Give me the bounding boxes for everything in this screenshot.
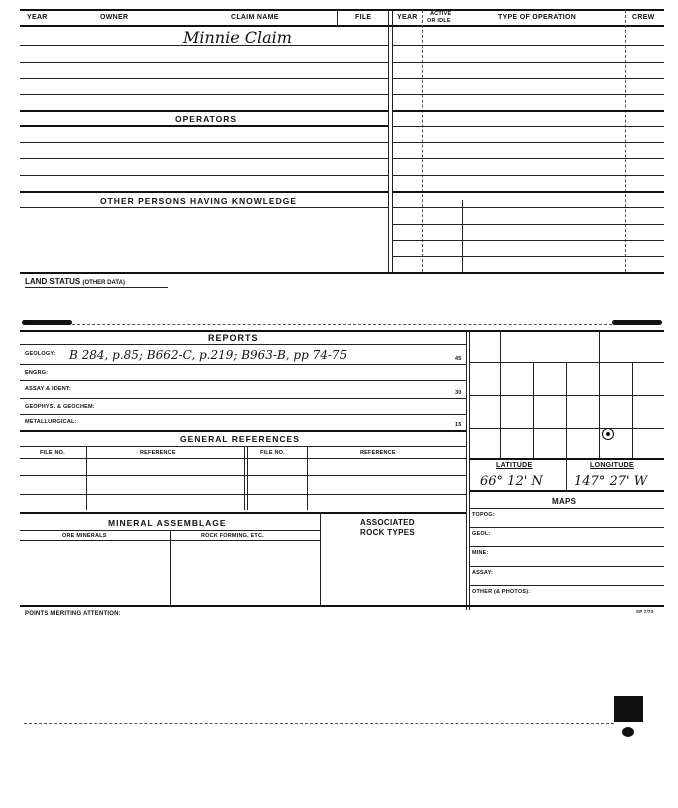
associated-label-1: ASSOCIATED xyxy=(360,518,415,527)
divider-crew xyxy=(625,10,626,272)
right-row-line xyxy=(392,224,664,225)
refs-col-divider xyxy=(307,446,308,510)
maps-row-line xyxy=(469,585,664,586)
divider-active xyxy=(422,10,423,272)
latlong-rule xyxy=(469,490,664,492)
row-line xyxy=(20,78,388,79)
scan-mark xyxy=(614,696,643,722)
reports-right-border-2 xyxy=(469,330,470,610)
row-line xyxy=(20,142,388,143)
scan-mark xyxy=(622,727,634,737)
right-row-line xyxy=(392,78,664,79)
land-status-underline xyxy=(25,287,168,288)
engrg-label: ENGRG: xyxy=(25,370,49,376)
col-claim-name: CLAIM NAME xyxy=(231,14,279,21)
right-row-line xyxy=(392,191,664,193)
metallurgical-label: METALLURGICAL: xyxy=(25,419,77,425)
maps-other: OTHER (& PHOTOS): xyxy=(472,589,531,595)
col-owner: OWNER xyxy=(100,14,129,21)
separator-dashed xyxy=(72,324,612,325)
mineral-assemblage-heading: MINERAL ASSEMBLAGE xyxy=(108,518,227,528)
col-file: FILE xyxy=(355,14,372,21)
land-status-label xyxy=(25,277,125,286)
latitude-label: LATITUDE xyxy=(496,462,533,469)
divider-main xyxy=(388,10,389,272)
col-crew: CREW xyxy=(632,14,655,21)
form-code: SP 7/73 xyxy=(636,609,654,614)
row-line xyxy=(20,207,388,208)
col-active-top: ACTIVE xyxy=(430,11,452,17)
refs-file-no: FILE NO. xyxy=(40,450,65,456)
row-line xyxy=(20,175,388,176)
grid-h xyxy=(469,362,664,363)
row-line xyxy=(20,158,388,159)
col-type-of-operation: TYPE OF OPERATION xyxy=(498,14,577,21)
geophys-label: GEOPHYS. & GEOCHEM: xyxy=(25,404,95,410)
latitude-handwritten: 66° 12' N xyxy=(480,474,543,489)
rock-forming-label: ROCK FORMING, ETC. xyxy=(201,533,264,539)
margin-30: 30 xyxy=(455,390,462,396)
other-persons-heading: OTHER PERSONS HAVING KNOWLEDGE xyxy=(100,196,298,206)
location-circle-icon xyxy=(602,428,614,440)
row-line xyxy=(20,62,388,63)
general-references-heading: GENERAL REFERENCES xyxy=(180,434,300,444)
refs-col-divider xyxy=(244,446,245,510)
latlong-divider xyxy=(566,458,567,490)
scan-smudge xyxy=(22,320,72,325)
grid-v xyxy=(533,362,534,458)
reports-row-line xyxy=(20,398,466,399)
maps-mine: MINE: xyxy=(472,550,489,556)
operators-heading: OPERATORS xyxy=(175,114,238,124)
row-line xyxy=(20,45,388,46)
maps-geol: GEOL: xyxy=(472,531,491,537)
bottom-dashed-line xyxy=(24,723,614,724)
assay-ident-label: ASSAY & IDENT: xyxy=(25,386,71,392)
grid-h xyxy=(469,428,664,429)
row-line xyxy=(20,191,388,193)
maps-row-line xyxy=(469,546,664,547)
right-row-line xyxy=(392,94,664,95)
mineral-top-rule xyxy=(20,512,466,514)
right-row-line xyxy=(392,126,664,127)
points-meriting-attention: POINTS MERITING ATTENTION: xyxy=(25,611,121,617)
reports-row-line xyxy=(20,380,466,381)
maps-row-line xyxy=(469,508,664,509)
col-active-bottom: OR IDLE xyxy=(427,18,451,24)
reports-row-line xyxy=(20,430,466,432)
margin-45: 45 xyxy=(455,356,462,362)
right-row-line xyxy=(392,158,664,159)
refs-col-divider xyxy=(86,446,87,510)
reports-row-line xyxy=(20,414,466,415)
margin-15: 15 xyxy=(455,422,462,428)
col-year-2: YEAR xyxy=(397,14,418,21)
land-status-note: (OTHER DATA) xyxy=(82,280,125,286)
grid-v xyxy=(632,362,633,458)
divider-type xyxy=(462,200,463,272)
reports-heading: REPORTS xyxy=(208,333,259,343)
row-line xyxy=(20,125,388,127)
reports-right-border xyxy=(466,330,467,610)
grid-h xyxy=(469,395,664,396)
maps-assay: ASSAY: xyxy=(472,570,494,576)
right-row-line xyxy=(392,45,664,46)
grid-v xyxy=(599,330,600,458)
right-row-line xyxy=(392,256,664,257)
claim-name-handwritten: Minnie Claim xyxy=(183,28,292,47)
ore-minerals-label: ORE MINERALS xyxy=(62,533,107,539)
right-row-line xyxy=(392,62,664,63)
geology-handwritten: B 284, p.85; B662-C, p.219; B963-B, pp 74-75 xyxy=(69,348,348,362)
right-row-line xyxy=(392,240,664,241)
longitude-label: LONGITUDE xyxy=(590,462,634,469)
refs-reference-2: REFERENCE xyxy=(360,450,396,456)
refs-file-no-2: FILE NO. xyxy=(260,450,285,456)
right-row-line xyxy=(392,110,664,112)
right-row-line xyxy=(392,175,664,176)
geology-label: GEOLOGY: xyxy=(25,351,56,357)
associated-label-2: ROCK TYPES xyxy=(360,528,416,537)
longitude-handwritten: 147° 27' W xyxy=(574,474,648,489)
land-status-rule xyxy=(20,272,664,274)
mineral-col-divider xyxy=(320,512,321,605)
mineral-col-divider xyxy=(170,530,171,605)
grid-v xyxy=(566,362,567,458)
maps-row-line xyxy=(469,527,664,528)
form-bottom-rule xyxy=(20,605,664,607)
refs-reference: REFERENCE xyxy=(140,450,176,456)
scan-smudge xyxy=(612,320,662,325)
row-line xyxy=(20,110,388,112)
reports-top-rule xyxy=(20,330,664,332)
header-bottom-rule xyxy=(20,25,664,27)
maps-topog: TOPOG: xyxy=(472,512,495,518)
land-status-text: LAND STATUS xyxy=(25,277,81,286)
maps-heading: MAPS xyxy=(552,497,577,506)
refs-col-divider xyxy=(247,446,248,510)
divider-main-2 xyxy=(392,10,393,272)
right-row-line xyxy=(392,207,664,208)
reports-row-line xyxy=(20,344,466,345)
row-line xyxy=(20,94,388,95)
header-top-rule xyxy=(20,9,664,11)
col-year: YEAR xyxy=(27,14,48,21)
right-row-line xyxy=(392,142,664,143)
divider xyxy=(337,10,338,25)
grid-v xyxy=(500,330,501,458)
reports-row-line xyxy=(20,364,466,365)
maps-row-line xyxy=(469,566,664,567)
